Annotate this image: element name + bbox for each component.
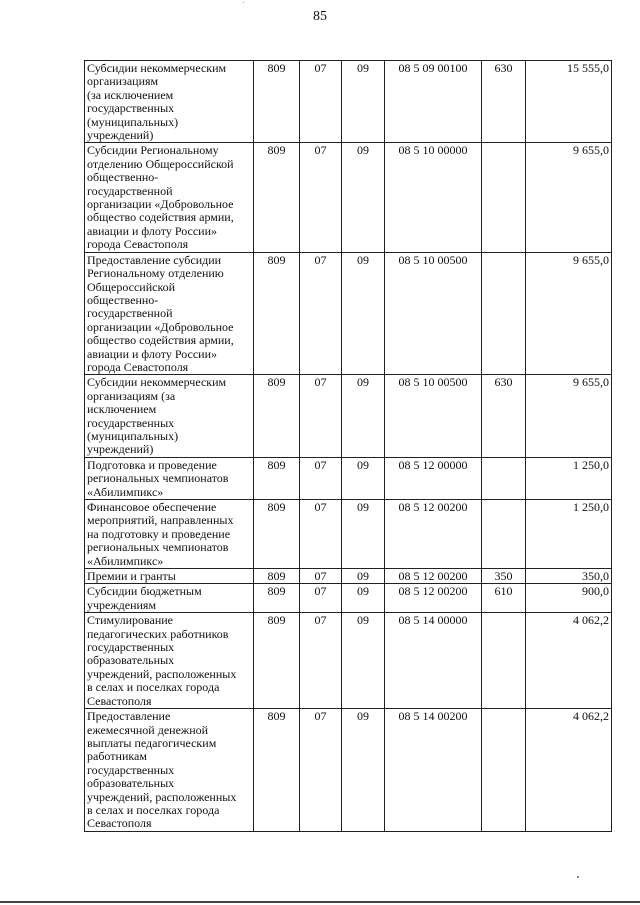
- item-name-cell: [85, 500, 254, 569]
- amount-cell: 900,0: [526, 584, 612, 613]
- subsection-code-cell: 09: [342, 375, 385, 457]
- item-name-line: общество содействия армии,: [87, 210, 234, 225]
- item-name-cell: [85, 143, 254, 252]
- item-name-line: города Севастополя: [87, 237, 189, 252]
- item-name-line: Предоставление: [87, 709, 171, 724]
- item-name-cell: [85, 252, 254, 375]
- section-code-cell: 07: [300, 584, 342, 613]
- item-name-line: авиации и флоту России»: [87, 346, 217, 361]
- grbs-code-cell: 809: [254, 709, 300, 832]
- item-name-line: государственной: [87, 306, 173, 321]
- subsection-code-cell: 09: [342, 500, 385, 569]
- budget-table: [84, 60, 612, 832]
- table-row: [85, 143, 612, 252]
- amount-cell: 15 555,0: [526, 61, 612, 143]
- target-article-cell: 08 5 12 00000: [385, 457, 482, 499]
- expense-type-cell: 630: [482, 375, 526, 457]
- item-name-cell: [85, 709, 254, 832]
- page-bottom-edge: [0, 901, 640, 903]
- subsection-code-cell: 09: [342, 584, 385, 613]
- section-code-cell: 07: [300, 143, 342, 252]
- target-article-cell: 08 5 10 00500: [385, 375, 482, 457]
- expense-type-cell: [482, 457, 526, 499]
- item-name-line: (за исключением: [87, 87, 174, 102]
- table-row: [85, 569, 612, 584]
- item-name-line: «Абилимпикс»: [87, 484, 164, 499]
- amount-cell: 4 062,2: [526, 613, 612, 709]
- subsection-code-cell: 09: [342, 709, 385, 832]
- target-article-cell: 08 5 14 00000: [385, 613, 482, 709]
- item-name-line: Подготовка и проведение: [87, 457, 217, 472]
- subsection-code-cell: 09: [342, 613, 385, 709]
- amount-cell: 350,0: [526, 569, 612, 584]
- item-name-line: учреждений): [87, 442, 154, 457]
- item-name-line: мероприятий, направленных: [87, 513, 234, 528]
- budget-table-body: [85, 61, 612, 832]
- item-name-line: государственных: [87, 640, 175, 655]
- subsection-code-cell: 09: [342, 569, 385, 584]
- target-article-cell: 08 5 14 00200: [385, 709, 482, 832]
- item-name-line: авиации и флоту России»: [87, 223, 217, 238]
- table-row: [85, 457, 612, 499]
- item-name-line: Севастополя: [87, 693, 152, 708]
- section-code-cell: 07: [300, 457, 342, 499]
- item-name-line: ежемесячной денежной: [87, 722, 209, 737]
- item-name-line: Предоставление субсидии: [87, 252, 222, 267]
- item-name-line: организации «Добровольное: [87, 319, 234, 334]
- target-article-cell: 08 5 12 00200: [385, 584, 482, 613]
- item-name-line: государственных: [87, 101, 175, 116]
- grbs-code-cell: 809: [254, 457, 300, 499]
- expense-type-cell: [482, 500, 526, 569]
- item-name-line: (муниципальных): [87, 114, 179, 129]
- item-name-line: образовательных: [87, 653, 175, 668]
- item-name-line: государственной: [87, 183, 173, 198]
- subsection-code-cell: 09: [342, 252, 385, 375]
- scan-speck: [577, 876, 579, 878]
- subsection-code-cell: 09: [342, 457, 385, 499]
- item-name-line: региональных чемпионатов: [87, 540, 229, 555]
- item-name-line: организациям: [87, 74, 159, 89]
- grbs-code-cell: 809: [254, 375, 300, 457]
- item-name-line: учреждений): [87, 128, 154, 143]
- item-name-line: Субсидии бюджетным: [87, 584, 202, 599]
- item-name-line: региональных чемпионатов: [87, 471, 229, 486]
- subsection-code-cell: 09: [342, 61, 385, 143]
- item-name-line: «Абилимпикс»: [87, 553, 164, 568]
- item-name-line: государственных: [87, 762, 175, 777]
- target-article-cell: 08 5 10 00500: [385, 252, 482, 375]
- expense-type-cell: 350: [482, 569, 526, 584]
- expense-type-cell: 610: [482, 584, 526, 613]
- target-article-cell: 08 5 12 00200: [385, 500, 482, 569]
- amount-cell: 1 250,0: [526, 500, 612, 569]
- amount-cell: 9 655,0: [526, 375, 612, 457]
- item-name-cell: [85, 569, 254, 584]
- item-name-line: общественно-: [87, 292, 159, 307]
- grbs-code-cell: 809: [254, 252, 300, 375]
- item-name-line: Финансовое обеспечение: [87, 500, 217, 514]
- scan-speck: [243, 2, 244, 3]
- item-name-cell: [85, 613, 254, 709]
- section-code-cell: 07: [300, 252, 342, 375]
- item-name-line: образовательных: [87, 776, 175, 791]
- item-name-line: учреждениям: [87, 597, 157, 612]
- table-row: [85, 584, 612, 613]
- item-name-line: Премии и гранты: [87, 569, 176, 584]
- page-number: 85: [313, 9, 327, 24]
- expense-type-cell: [482, 613, 526, 709]
- item-name-line: Субсидии некоммерческим: [87, 61, 227, 75]
- item-name-line: Субсидии Региональному: [87, 143, 219, 158]
- grbs-code-cell: 809: [254, 61, 300, 143]
- expense-type-cell: 630: [482, 61, 526, 143]
- item-name-line: учреждений, расположенных: [87, 666, 237, 681]
- table-row: [85, 61, 612, 143]
- section-code-cell: 07: [300, 500, 342, 569]
- item-name-line: Общероссийской: [87, 279, 176, 294]
- expense-type-cell: [482, 252, 526, 375]
- item-name-line: общество содействия армии,: [87, 333, 234, 348]
- grbs-code-cell: 809: [254, 584, 300, 613]
- subsection-code-cell: 09: [342, 143, 385, 252]
- item-name-line: на подготовку и проведение: [87, 526, 231, 541]
- item-name-line: Стимулирование: [87, 613, 173, 628]
- item-name-line: организации «Добровольное: [87, 197, 234, 212]
- grbs-code-cell: 809: [254, 143, 300, 252]
- item-name-cell: [85, 457, 254, 499]
- item-name-line: выплаты педагогическим: [87, 735, 217, 750]
- expense-type-cell: [482, 143, 526, 252]
- item-name-line: (муниципальных): [87, 428, 179, 443]
- target-article-cell: 08 5 12 00200: [385, 569, 482, 584]
- section-code-cell: 07: [300, 61, 342, 143]
- item-name-cell: [85, 584, 254, 613]
- item-name-line: организациям (за: [87, 388, 176, 403]
- amount-cell: 1 250,0: [526, 457, 612, 499]
- amount-cell: 9 655,0: [526, 252, 612, 375]
- item-name-line: педагогических работников: [87, 626, 229, 641]
- target-article-cell: 08 5 09 00100: [385, 61, 482, 143]
- table-row: [85, 500, 612, 569]
- item-name-line: Региональному отделению: [87, 266, 224, 281]
- item-name-line: в селах и поселках города: [87, 680, 220, 695]
- section-code-cell: 07: [300, 613, 342, 709]
- table-row: [85, 252, 612, 375]
- grbs-code-cell: 809: [254, 613, 300, 709]
- item-name-line: в селах и поселках города: [87, 802, 220, 817]
- item-name-line: учреждений, расположенных: [87, 789, 237, 804]
- item-name-line: отделению Общероссийской: [87, 156, 234, 171]
- item-name-cell: [85, 61, 254, 143]
- section-code-cell: 07: [300, 375, 342, 457]
- item-name-cell: [85, 375, 254, 457]
- item-name-line: работникам: [87, 749, 147, 764]
- item-name-line: Субсидии некоммерческим: [87, 375, 227, 390]
- target-article-cell: 08 5 10 00000: [385, 143, 482, 252]
- table-row: [85, 375, 612, 457]
- grbs-code-cell: 809: [254, 500, 300, 569]
- grbs-code-cell: 809: [254, 569, 300, 584]
- section-code-cell: 07: [300, 709, 342, 832]
- table-row: [85, 613, 612, 709]
- amount-cell: 9 655,0: [526, 143, 612, 252]
- amount-cell: 4 062,2: [526, 709, 612, 832]
- item-name-line: государственных: [87, 415, 175, 430]
- item-name-line: общественно-: [87, 170, 159, 185]
- table-row: [85, 709, 612, 832]
- expense-type-cell: [482, 709, 526, 832]
- item-name-line: исключением: [87, 402, 157, 417]
- item-name-line: Севастополя: [87, 816, 152, 831]
- item-name-line: города Севастополя: [87, 359, 189, 374]
- section-code-cell: 07: [300, 569, 342, 584]
